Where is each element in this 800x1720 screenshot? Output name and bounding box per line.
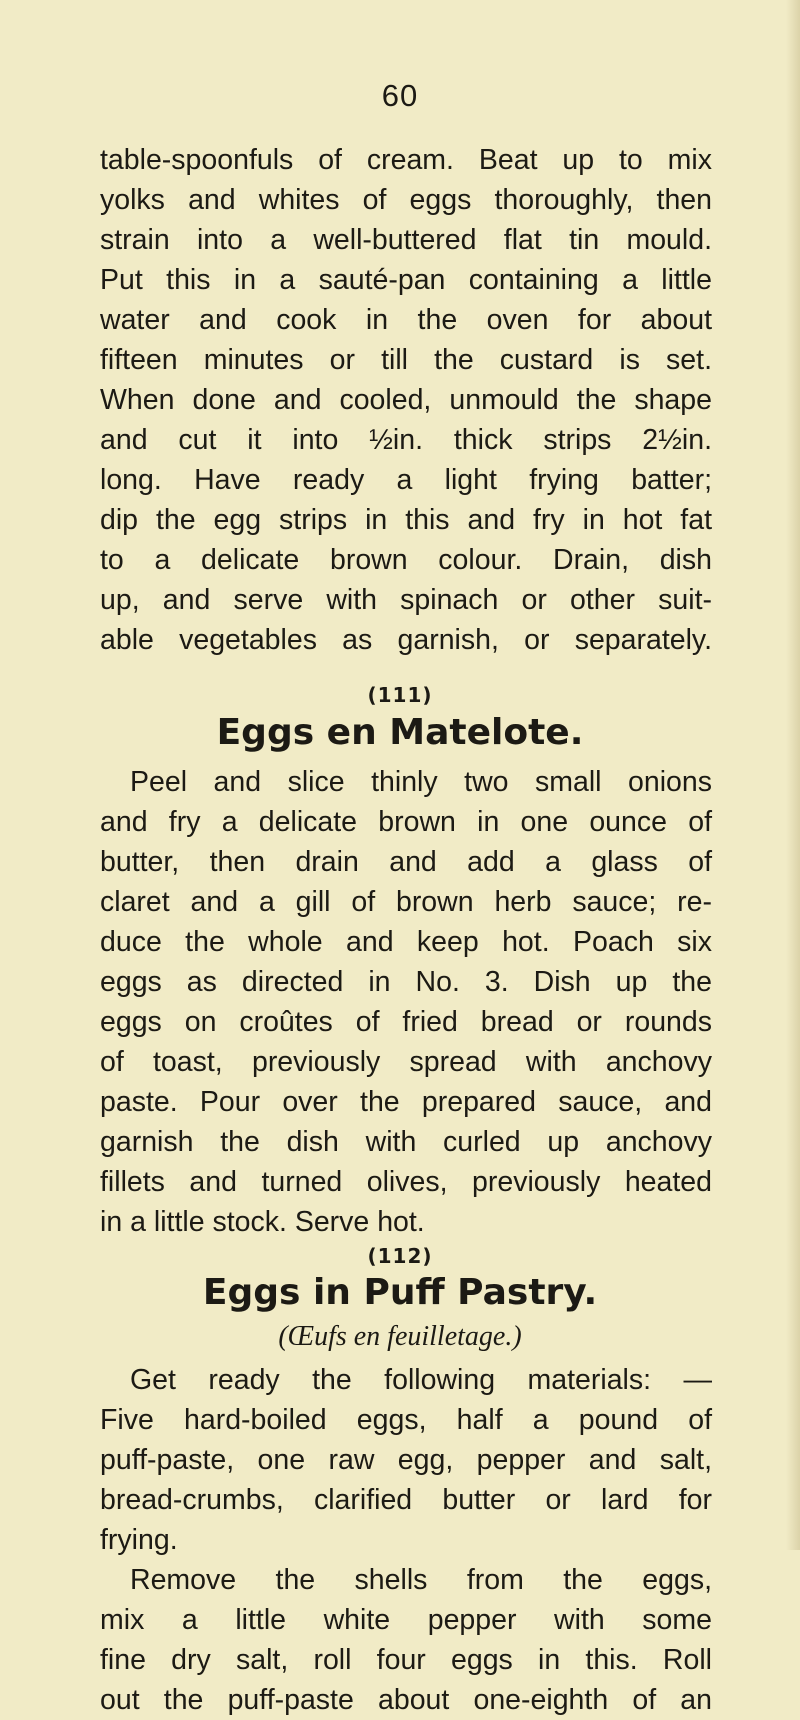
text-line: yolks and whites of eggs thoroughly, then [100,184,712,216]
text-line: strain into a well-buttered flat tin mould. [100,224,712,256]
text-line: puff-paste, one raw egg, pepper and salt, [100,1444,712,1476]
text-line: Get ready the following materials: — [130,1364,712,1396]
recipe-number: (112) [367,1244,433,1268]
text-line: of toast, previously spread with anchovy [100,1046,712,1078]
text-line: dip the egg strips in this and fry in hot fat [100,504,712,536]
text-line: and cut it into ½in. thick strips 2½in. [100,424,712,456]
text-line: able vegetables as garnish, or separately. [100,624,712,656]
recipe-subtitle: (Œufs en feuilletage.) [278,1321,522,1352]
page-edge-shadow [786,0,800,1550]
recipe-body [100,762,712,1242]
text-line: up, and serve with spinach or other suit- [100,584,712,616]
text-line: fifteen minutes or till the custard is set. [100,344,712,376]
recipe-number: (111) [367,683,433,707]
text-line: garnish the dish with curled up anchovy [100,1126,712,1158]
text-line: fine dry salt, roll four eggs in this. Roll [100,1644,712,1676]
text-line: water and cook in the oven for about [100,304,712,336]
text-line: duce the whole and keep hot. Poach six [100,926,712,958]
text-line: long. Have ready a light frying batter; [100,464,712,496]
text-line: Peel and slice thinly two small onions [130,766,712,798]
text-line: claret and a gill of brown herb sauce; re- [100,886,712,918]
text-line: table-spoonfuls of cream. Beat up to mix [100,144,712,176]
text-line: Remove the shells from the eggs, [130,1564,712,1596]
recipe-title: Eggs en Matelote. [216,712,584,753]
text-line: Five hard-boiled eggs, half a pound of [100,1404,712,1436]
text-line: fillets and turned olives, previously heated [100,1166,712,1198]
text-line: eggs as directed in No. 3. Dish up the [100,966,712,998]
text-line: to a delicate brown colour. Drain, dish [100,544,712,576]
text-line: paste. Pour over the prepared sauce, and [100,1086,712,1118]
text-line: and fry a delicate brown in one ounce of [100,806,712,838]
page-number: 60 [381,78,419,113]
recipe-title: Eggs in Puff Pastry. [202,1272,598,1313]
text-line: Put this in a sauté-pan containing a little [100,264,712,296]
text-line: in a little stock. Serve hot. [100,1206,425,1238]
text-line: bread-crumbs, clarified butter or lard for [100,1484,712,1516]
recipe-body [100,1360,712,1720]
text-line: When done and cooled, unmould the shape [100,384,712,416]
text-line: butter, then drain and add a glass of [100,846,712,878]
text-line: out the puff-paste about one-eighth of an [100,1684,712,1716]
text-line: frying. [100,1524,178,1556]
continued-paragraph [100,140,712,660]
text-line: eggs on croûtes of fried bread or rounds [100,1006,712,1038]
text-line: mix a little white pepper with some [100,1604,712,1636]
